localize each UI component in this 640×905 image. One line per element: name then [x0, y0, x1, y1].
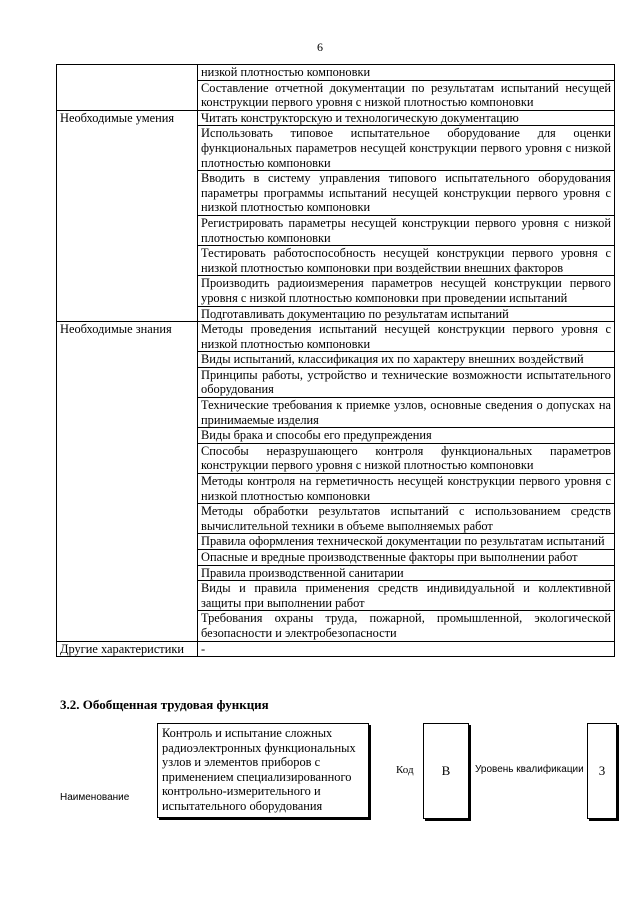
table-row	[57, 322, 615, 352]
row-item-text: Технические требования к приемке узлов, основные сведения о допусках на принимаемые изделия	[198, 398, 615, 428]
row-item-text: Виды брака и способы его предупреждения	[198, 428, 615, 444]
qualification-level-label: Уровень квалификации	[475, 764, 584, 775]
row-item-text: низкой плотностью компоновки	[198, 65, 615, 81]
row-item-text: Регистрировать параметры несущей конструкции первого уровня с низкой плотностью компоновки	[198, 215, 615, 245]
code-label: Код	[396, 764, 414, 776]
row-item-text: Опасные и вредные производственные факторы при выполнении работ	[198, 550, 615, 566]
table-row	[57, 110, 615, 126]
page-number: 6	[317, 40, 323, 54]
row-item-text: Требования охраны труда, пожарной, промышленной, экологической безопасности и электробезопасности	[198, 611, 615, 641]
row-item-text: Правила оформления технической документации по результатам испытаний	[198, 534, 615, 550]
qualification-level-box: 3	[587, 723, 617, 819]
row-item-text: Виды испытаний, классификация их по характеру внешних воздействий	[198, 352, 615, 368]
row-item-text: Методы обработки результатов испытаний с использованием средств вычислительной техники в объеме выполняемых работ	[198, 504, 615, 534]
row-item-text: Читать конструкторскую и технологическую документацию	[198, 110, 615, 126]
row-group-label: Необходимые умения	[57, 110, 198, 321]
code-value-box: B	[423, 723, 469, 819]
row-item-text: Вводить в систему управления типового испытательного оборудования параметры программы испытаний несущей конструкции первого уровня с низкой плотностью компоновки	[198, 171, 615, 216]
row-item-text: Тестировать работоспособность несущей конструкции первого уровня с низкой плотностью компоновки при воздействии внешних факторов	[198, 246, 615, 276]
requirements-table	[56, 64, 615, 657]
name-label: Наименование	[60, 792, 130, 803]
row-group-label: Другие характеристики	[57, 641, 198, 657]
row-item-text: Виды и правила применения средств индивидуальной и коллективной защиты при выполнении работ	[198, 581, 615, 611]
row-item-text: Правила производственной санитарии	[198, 565, 615, 581]
row-group-label: Необходимые знания	[57, 322, 198, 641]
row-item-text: Подготавливать документацию по результатам испытаний	[198, 306, 615, 322]
row-item-text: Методы контроля на герметичность несущей конструкции первого уровня с низкой плотностью компоновки	[198, 474, 615, 504]
row-item-text: Производить радиоизмерения параметров несущей конструкции первого уровня с низкой плотностью компоновки при проведении испытаний	[198, 276, 615, 306]
section-heading: 3.2. Обобщенная трудовая функция	[60, 697, 269, 712]
row-item-text: Методы проведения испытаний несущей конструкции первого уровня с низкой плотностью компоновки	[198, 322, 615, 352]
row-item-text: -	[198, 641, 615, 657]
table-row	[57, 65, 615, 81]
function-name-box: Контроль и испытание сложных радиоэлектронных функциональных узлов и элементов приборов с применением специализированного контрольно-измерительного и испытательного оборудования	[157, 723, 369, 818]
table-row	[57, 641, 615, 657]
row-item-text: Способы неразрушающего контроля функциональных параметров конструкции первого уровня с низкой плотностью компоновки	[198, 443, 615, 473]
row-item-text: Использовать типовое испытательное оборудование для оценки функциональных параметров несущей конструкции первого уровня с низкой плотностью компоновки	[198, 126, 615, 171]
row-item-text: Принципы работы, устройство и технические возможности испытательного оборудования	[198, 367, 615, 397]
row-group-label	[57, 65, 198, 111]
row-item-text: Составление отчетной документации по результатам испытаний несущей конструкции первого уровня с низкой плотностью компоновки	[198, 80, 615, 110]
